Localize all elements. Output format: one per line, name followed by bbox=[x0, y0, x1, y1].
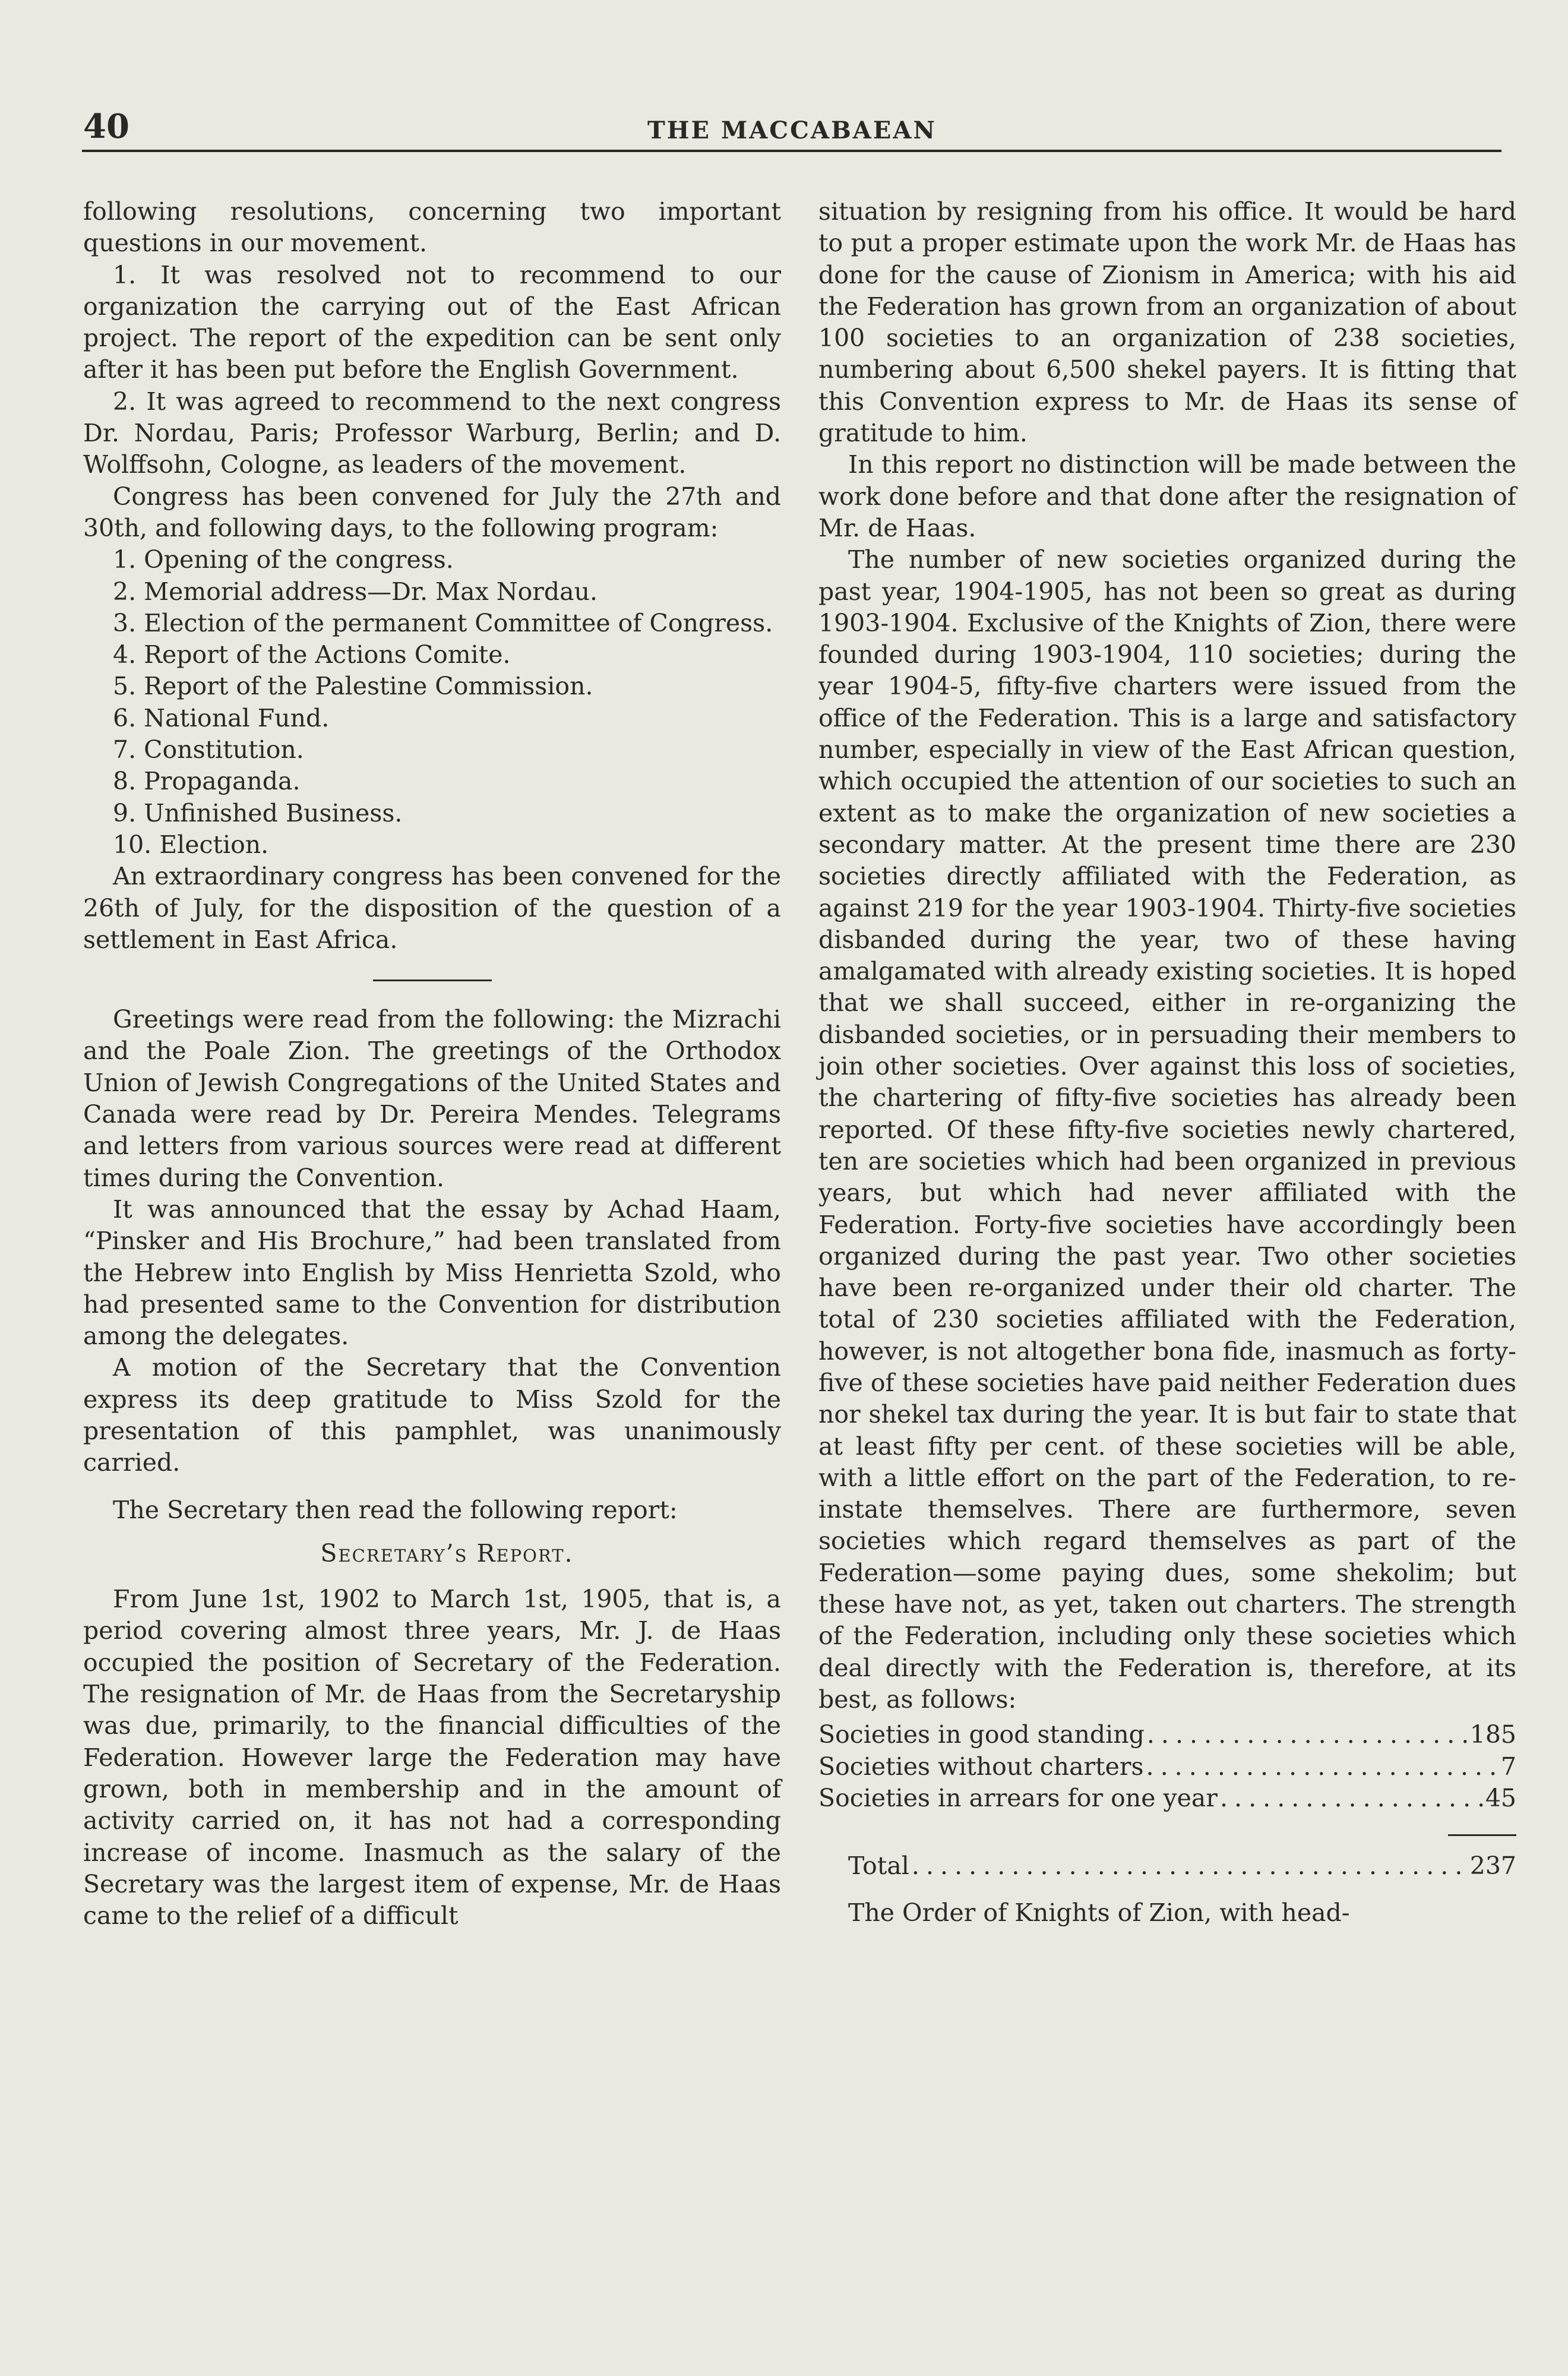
stat-label: Societies without charters bbox=[818, 1752, 1144, 1781]
paragraph: In this report no distinction will be made between the work done before and that done after the resignation of Mr. de Haas. bbox=[818, 450, 1516, 542]
paragraph: The number of new societies organized during the past year, 1904-1905, has not been so great as during 1903-1904. Exclusive of the Knights of Zion, there were founded during 1903-1904, 110 societies; during the year 1904-5, fifty-five charters were issued from the office of the Federation. This is a large and satisfactory number, especially in view of the East African question, which occupied the attention of our societies to such an extent as to make the organization of new societies a secondary matter. At the present time there are 230 societies directly affiliated with the Federation, as against 219 for the year 1903-1904. Thirty-five societies disbanded during the year, two of these having amalgamated with already existing societies. It is hoped that we shall succeed, either in re-organizing the disbanded societies, or in persuading their members to join other societies. Over against this loss of societies, the chartering of fifty-five societies has already been reported. Of these fifty-five societies newly chartered, ten are societies which had been organized in previous years, but which had never affiliated with the Federation. Forty-five societies have accordingly been organized during the past year. Two other societies have been re-organized under their old charter. The total of 230 societies affiliated with the Federation, however, is not altogether bona fide, inasmuch as forty-five of these societies have paid neither Federation dues nor shekel tax during the year. It is but fair to state that at least fifty per cent. of these societies will be able, with a little effort on the part of the Federation, to re-instate themselves. There are furthermore, seven societies which regard themselves as part of the Federation—some paying dues, some shekolim; but these have not, as yet, taken out charters. The strength of the Federation, including only these societies which deal directly with the Federation is, therefore, at its best, as follows: bbox=[818, 545, 1516, 1714]
program-item: 3. Election of the permanent Committee of Congress. bbox=[113, 608, 773, 637]
program-item: 10. Election. bbox=[113, 830, 269, 859]
total-row bbox=[818, 1850, 1516, 1882]
paragraph: It was announced that the essay by Achad Haam, “Pinsker and His Brochure,” had been translated from the Hebrew into English by Miss Henrietta Szold, who had presented same to the Convention for distribution among the delegates. bbox=[83, 1195, 781, 1351]
total-rule bbox=[1448, 1834, 1516, 1836]
program-item: 5. Report of the Palestine Commission. bbox=[113, 672, 593, 701]
spacer bbox=[818, 1882, 1516, 1897]
paragraph: Congress has been convened for July the 27th and 30th, and following days, to the following program: bbox=[83, 482, 781, 542]
leader-dots bbox=[912, 1850, 1468, 1882]
running-head: THE MACCABAEAN bbox=[647, 116, 937, 144]
program-item: 7. Constitution. bbox=[113, 735, 304, 764]
page-number: 40 bbox=[83, 107, 129, 146]
table-row bbox=[818, 1751, 1516, 1783]
total-value: 237 bbox=[1469, 1851, 1516, 1881]
program-item: 9. Unfinished Business. bbox=[113, 798, 403, 827]
paragraph: situation by resigning from his office. It would be hard to put a proper estimate upon the work Mr. de Haas has done for the cause of Zionism in America; with his aid the Federation has grown from an organization of about 100 societies to an organization of 238 societies, numbering about 6,500 shekel payers. It is fitting that this Convention express to Mr. de Haas its sense of gratitude to him. bbox=[818, 197, 1516, 448]
total-label: Total bbox=[848, 1851, 909, 1881]
spacer bbox=[83, 1479, 781, 1495]
resolution-1: 1. It was resolved not to recommend to our organization the carrying out of the East African project. The report of the expedition can be sent only after it has been put before the English Government. bbox=[83, 260, 781, 384]
paragraph: A motion of the Secretary that the Convention express its deep gratitude to Miss Szold for the presentation of this pamphlet, was unanimously carried. bbox=[83, 1353, 781, 1477]
paragraph: following resolutions, concerning two important questions in our movement. bbox=[83, 197, 781, 258]
leader-dots bbox=[1146, 1751, 1499, 1783]
stat-value: 7 bbox=[1500, 1752, 1516, 1781]
right-column bbox=[818, 196, 1516, 1929]
table-row bbox=[818, 1719, 1516, 1751]
program-item: 6. National Fund. bbox=[113, 703, 330, 732]
paragraph: The Order of Knights of Zion, with head- bbox=[848, 1898, 1350, 1928]
program-item: 8. Propaganda. bbox=[113, 767, 301, 796]
program-item: 4. Report of the Actions Comite. bbox=[113, 640, 511, 669]
stat-label: Societies in arrears for one year bbox=[818, 1783, 1218, 1812]
leader-dots bbox=[1220, 1783, 1483, 1814]
paragraph: The Secretary then read the following report: bbox=[113, 1495, 678, 1524]
resolution-2: 2. It was agreed to recommend to the next congress Dr. Nordau, Paris; Professor Warburg, Berlin; and D. Wolffsohn, Cologne, as leaders of the movement. bbox=[83, 387, 781, 479]
left-column bbox=[83, 196, 781, 1932]
table-row bbox=[818, 1783, 1516, 1814]
congress-program bbox=[83, 544, 781, 861]
header-rule bbox=[82, 150, 1501, 152]
societies-table bbox=[818, 1719, 1516, 1882]
paragraph: Greetings were read from the following: the Mizrachi and the Poale Zion. The greetings of the Orthodox Union of Jewish Congregations of the United States and Canada were read by Dr. Pereira Mendes. Telegrams and letters from various sources were read at different times during the Convention. bbox=[83, 1005, 781, 1192]
stat-value: 185 bbox=[1469, 1720, 1516, 1749]
paragraph: An extraordinary congress has been convened for the 26th of July, for the disposition of the question of a settlement in East Africa. bbox=[83, 862, 781, 954]
report-heading: Secretary’s Report. bbox=[320, 1538, 574, 1568]
stat-value: 45 bbox=[1485, 1783, 1516, 1812]
stat-label: Societies in good standing bbox=[818, 1720, 1145, 1749]
section-divider bbox=[373, 980, 492, 981]
paragraph: From June 1st, 1902 to March 1st, 1905, that is, a period covering almost three years, Mr. J. de Haas occupied the position of Secretary of the Federation. The resignation of Mr. de Haas from the Secretaryship was due, primarily, to the financial difficulties of the Federation. However large the Federation may have grown, both in membership and in the amount of activity carried on, it has not had a corresponding increase of income. Inasmuch as the salary of the Secretary was the largest item of expense, Mr. de Haas came to the relief of a difficult bbox=[83, 1585, 781, 1930]
program-item: 2. Memorial address—Dr. Max Nordau. bbox=[113, 577, 598, 606]
program-item: 1. Opening of the congress. bbox=[113, 545, 454, 574]
leader-dots bbox=[1147, 1719, 1468, 1751]
